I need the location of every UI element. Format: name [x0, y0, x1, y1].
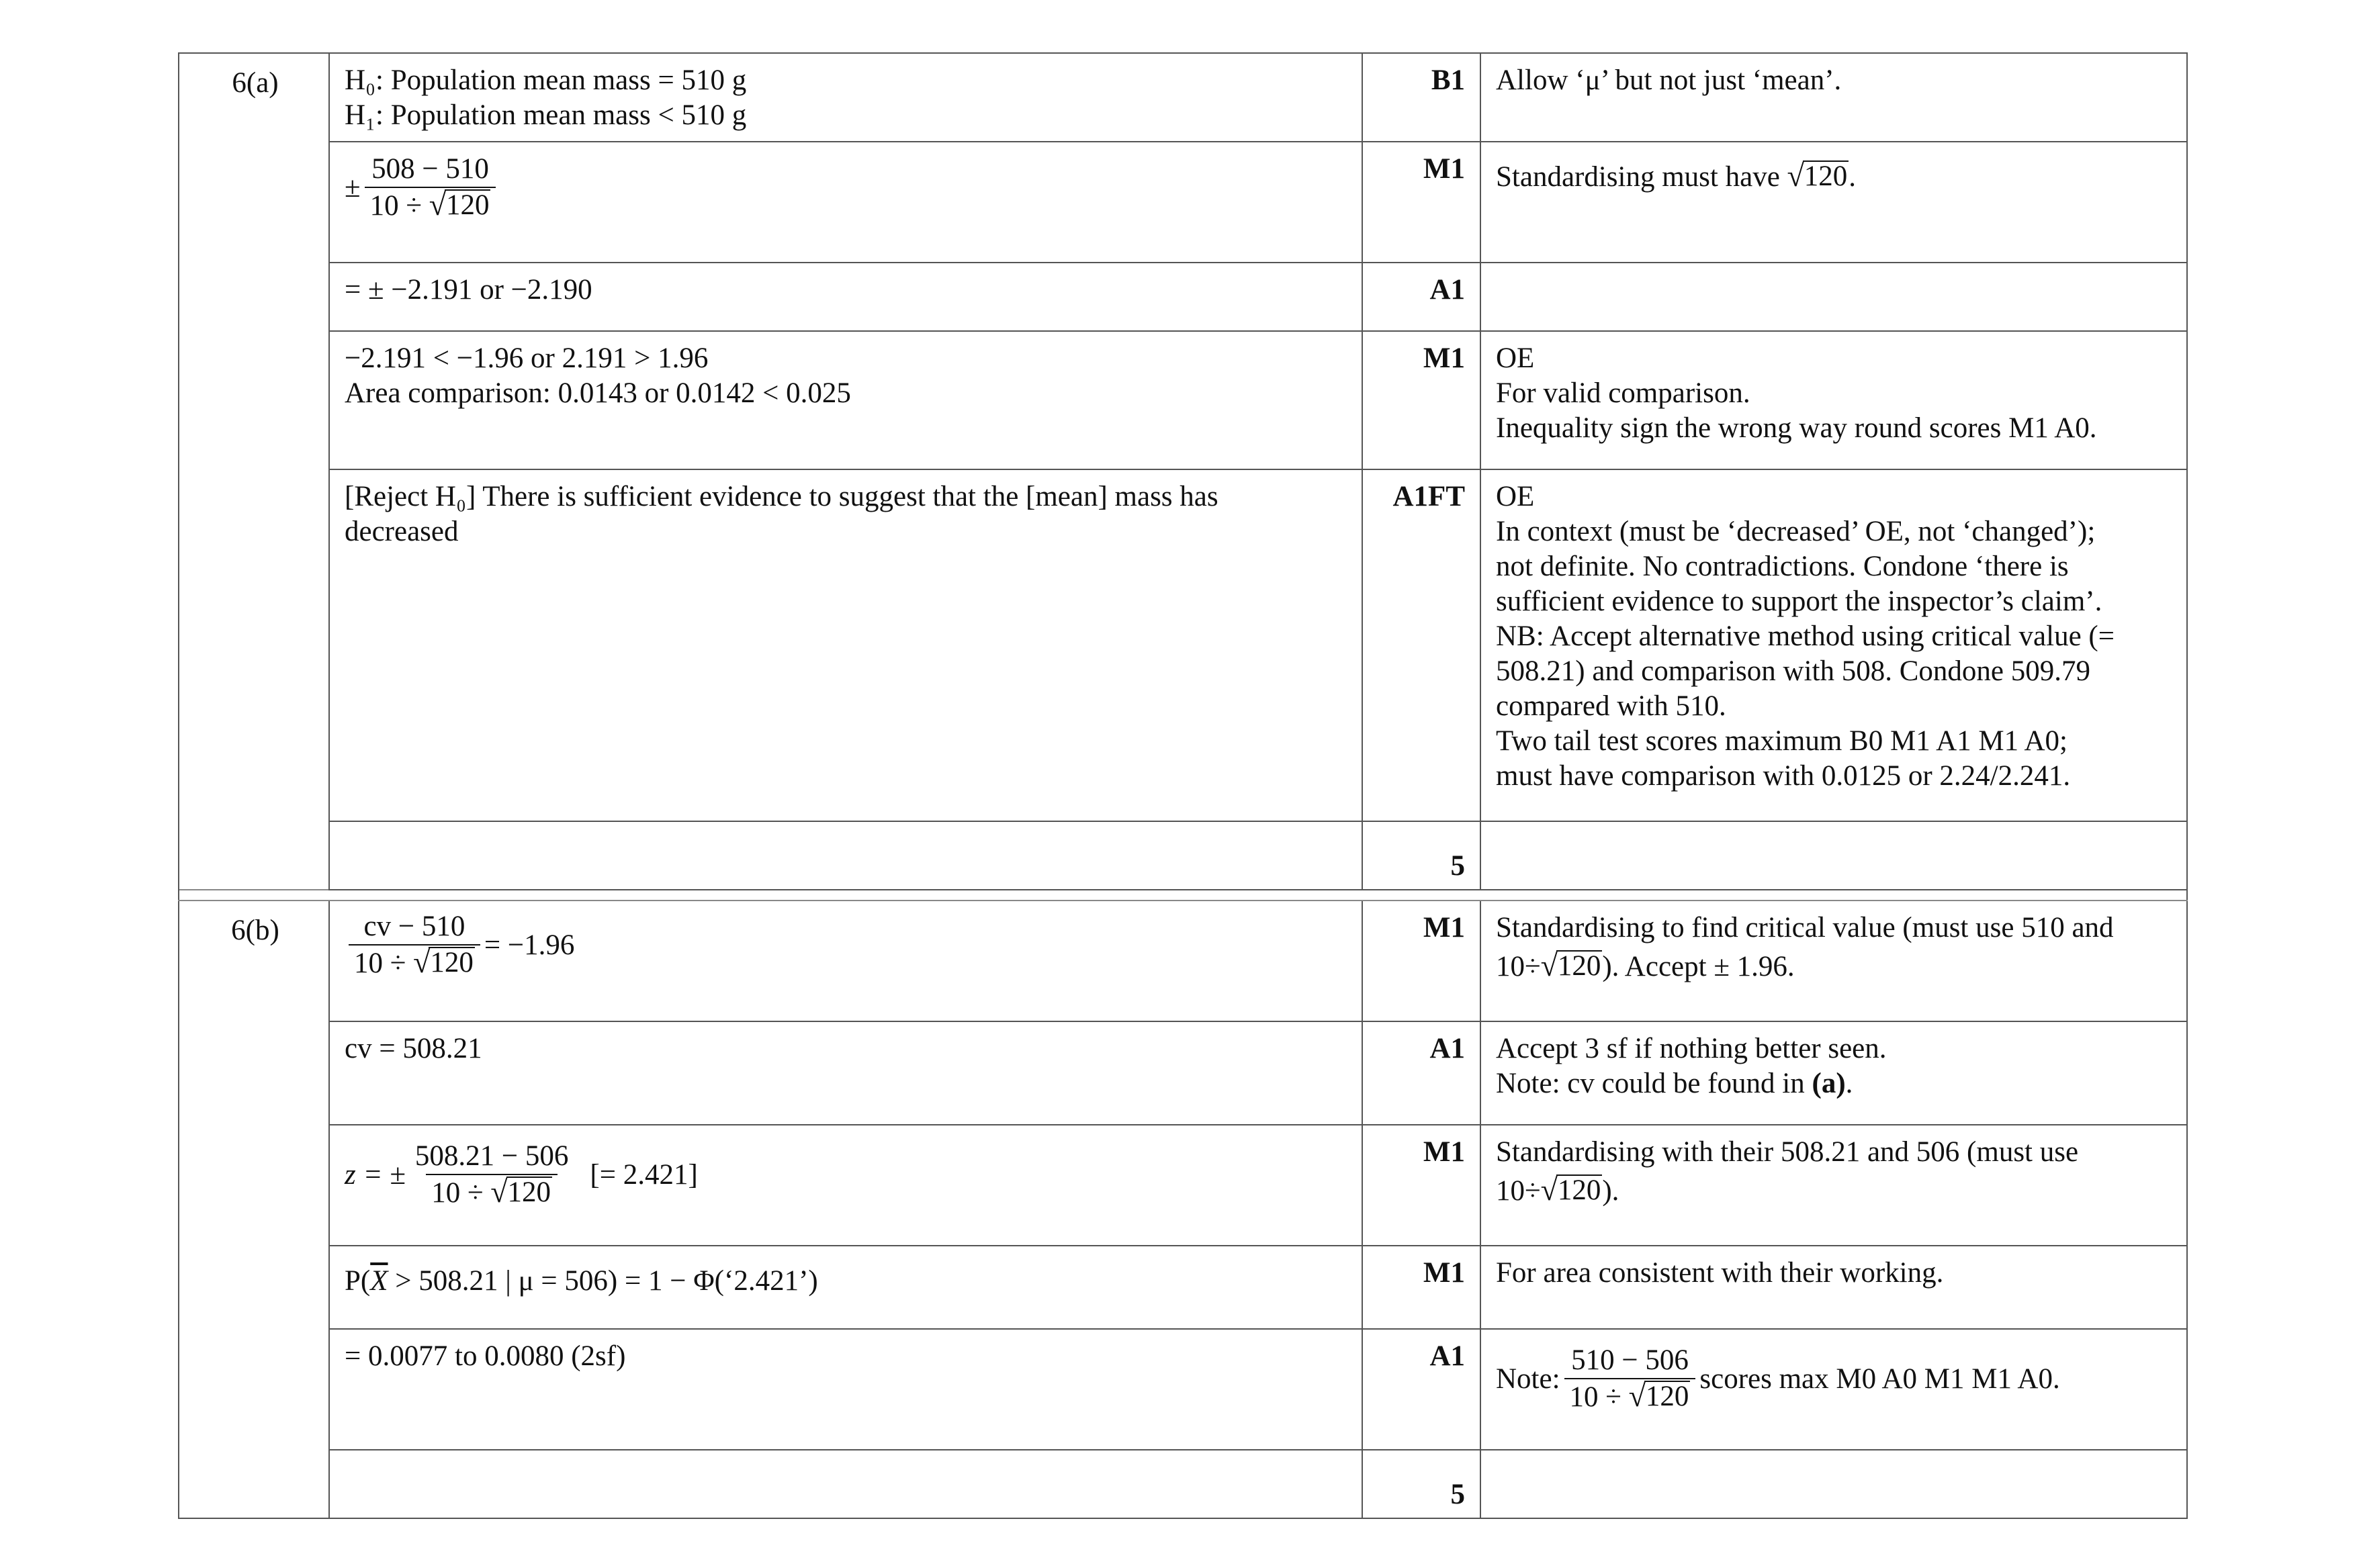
table-row	[179, 901, 2187, 1021]
fraction-denominator	[1564, 1378, 1696, 1414]
z-value: [= 2.421]	[590, 1158, 698, 1191]
answer-line: decreased	[345, 516, 459, 547]
mark-cell: B1	[1362, 53, 1480, 142]
answer-cell	[329, 1021, 1362, 1125]
table-row	[179, 1125, 2187, 1246]
table-row	[179, 1329, 2187, 1450]
guidance-line: OE	[1496, 342, 1535, 374]
table-row	[179, 331, 2187, 469]
guidance-line: Standardising with their 508.21 and 506 (must use	[1496, 1136, 2079, 1168]
denominator-text: 10 ÷	[1569, 1381, 1621, 1413]
answer-cell	[329, 901, 1362, 1021]
fraction	[349, 911, 480, 980]
fraction-denominator	[426, 1174, 558, 1209]
guidance-line: In context (must be ‘decreased’ OE, not ‘changed’);	[1496, 516, 2096, 547]
mark-cell: M1	[1362, 331, 1480, 469]
question-number: 6(b)	[179, 901, 329, 1518]
part-reference: (a)	[1812, 1068, 1846, 1099]
guidance-cell	[1480, 263, 2187, 331]
table-row	[179, 1021, 2187, 1125]
answer-line: = ± −2.191 or −2.190	[345, 274, 592, 306]
guidance-line: compared with 510.	[1496, 690, 1726, 722]
sqrt-icon: √ 120	[413, 945, 474, 979]
table-row	[179, 469, 2187, 821]
answer-line: = 0.0077 to 0.0080 (2sf)	[345, 1340, 626, 1372]
section-divider	[179, 890, 2187, 901]
guidance-cell	[1480, 469, 2187, 821]
answer-cell	[329, 1246, 1362, 1329]
guidance-cell	[1480, 1450, 2187, 1518]
answer-cell	[329, 263, 1362, 331]
fraction-numerator: cv − 510	[363, 911, 465, 942]
plus-minus-sign: ±	[345, 171, 361, 203]
mark-cell: M1	[1362, 1125, 1480, 1246]
radicand: 120	[1645, 1381, 1689, 1412]
guidance-text: Note: cv could be found in	[1496, 1068, 1805, 1099]
fraction	[410, 1140, 574, 1209]
question-number: 6(a)	[179, 53, 329, 890]
guidance-line: Two tail test scores maximum B0 M1 A1 M1 A0;	[1496, 725, 2067, 757]
answer-cell	[329, 1329, 1362, 1450]
guidance-line: OE	[1496, 481, 1535, 512]
fraction-denominator	[349, 944, 480, 980]
denominator-text: 10 ÷	[354, 948, 406, 979]
guidance-cell	[1480, 1021, 2187, 1125]
mark-scheme-table	[178, 52, 2188, 1519]
guidance-text: ).	[1602, 1175, 1619, 1207]
guidance-cell	[1480, 901, 2187, 1021]
radicand: 120	[1557, 950, 1601, 982]
answer-line: cv = 508.21	[345, 1033, 482, 1064]
guidance-line: 508.21) and comparison with 508. Condone 509.79	[1496, 655, 2090, 687]
guidance-line: must have comparison with 0.0125 or 2.24/2.241.	[1496, 760, 2071, 792]
answer-line: −2.191 < −1.96 or 2.191 > 1.96	[345, 342, 709, 374]
answer-cell	[329, 53, 1362, 142]
radicand: 120	[445, 189, 490, 221]
guidance-text: 10÷	[1496, 1175, 1541, 1207]
guidance-cell	[1480, 53, 2187, 142]
guidance-line: Allow ‘μ’ but not just ‘mean’.	[1496, 64, 1842, 96]
answer-line	[345, 1264, 1349, 1299]
fraction-numerator: 510 − 506	[1571, 1344, 1689, 1376]
sqrt-icon: √ 120	[1540, 1172, 1601, 1207]
mark-cell: A1	[1362, 1329, 1480, 1450]
guidance-line: Inequality sign the wrong way round scores M1 A0.	[1496, 412, 2097, 444]
fraction-denominator	[365, 187, 496, 222]
table-row	[179, 263, 2187, 331]
guidance-line: For valid comparison.	[1496, 377, 1750, 409]
guidance-text: 10÷	[1496, 951, 1541, 982]
total-row	[179, 821, 2187, 890]
answer-line: Area comparison: 0.0143 or 0.0142 < 0.025	[345, 377, 851, 409]
sqrt-icon: √ 120	[490, 1174, 551, 1209]
radicand: 120	[1557, 1174, 1601, 1206]
equation-rhs: = −1.96	[484, 929, 575, 961]
answer-line: H₁: Population mean mass < 510 g	[345, 99, 747, 131]
denominator-text: 10 ÷	[431, 1177, 484, 1209]
guidance-line	[1496, 1174, 2174, 1209]
fraction	[1564, 1344, 1696, 1414]
guidance-text: .	[1849, 161, 1857, 193]
guidance-line: Accept 3 sf if nothing better seen.	[1496, 1033, 1887, 1064]
denominator-text: 10 ÷	[369, 190, 422, 222]
mark-cell: A1	[1362, 263, 1480, 331]
mark-cell: A1	[1362, 1021, 1480, 1125]
sample-mean-symbol: $\overline{X}$	[370, 1265, 388, 1297]
guidance-text: Note:	[1496, 1363, 1560, 1395]
guidance-cell	[1480, 1329, 2187, 1450]
guidance-cell	[1480, 1125, 2187, 1246]
radicand: 120	[507, 1177, 551, 1208]
guidance-line	[1496, 950, 2174, 984]
answer-line: [Reject H₀] There is sufficient evidence to suggest that the [mean] mass has	[345, 481, 1218, 512]
answer-cell	[329, 469, 1362, 821]
answer-cell	[329, 142, 1362, 263]
guidance-line: For area consistent with their working.	[1496, 1257, 1944, 1289]
fraction-numerator: 508 − 510	[371, 153, 489, 185]
mark-cell: M1	[1362, 901, 1480, 1021]
sqrt-icon: √ 120	[1540, 948, 1601, 982]
total-marks: 5	[1362, 1450, 1480, 1518]
answer-text: P(	[345, 1265, 371, 1297]
guidance-line: NB: Accept alternative method using critical value (=	[1496, 620, 2115, 652]
sqrt-icon: √ 120	[1787, 158, 1848, 193]
table-row	[179, 142, 2187, 263]
table-row	[179, 1246, 2187, 1329]
answer-line: H₀: Population mean mass = 510 g	[345, 64, 747, 96]
guidance-text: .	[1845, 1068, 1853, 1099]
guidance-line	[1496, 160, 2174, 195]
guidance-text: ). Accept ± 1.96.	[1602, 951, 1795, 982]
mark-cell: M1	[1362, 142, 1480, 263]
guidance-cell	[1480, 331, 2187, 469]
answer-cell	[329, 1450, 1362, 1518]
fraction	[365, 153, 496, 222]
mark-cell: M1	[1362, 1246, 1480, 1329]
answer-cell	[329, 331, 1362, 469]
answer-cell	[329, 821, 1362, 890]
guidance-line	[1496, 1066, 2174, 1101]
radicand: 120	[430, 947, 474, 978]
guidance-cell	[1480, 821, 2187, 890]
guidance-text: Standardising must have	[1496, 161, 1780, 193]
answer-text: > 508.21 | μ = 506) = 1 − Φ(‘2.421’)	[388, 1265, 818, 1297]
radicand: 120	[1804, 160, 1848, 192]
sqrt-icon: √ 120	[1628, 1379, 1689, 1413]
z-label: z = ±	[345, 1158, 406, 1191]
guidance-cell	[1480, 142, 2187, 263]
mark-cell: A1FT	[1362, 469, 1480, 821]
guidance-line: not definite. No contradictions. Condone ‘there is	[1496, 551, 2069, 582]
guidance-text: scores max M0 A0 M1 M1 A0.	[1699, 1363, 2060, 1395]
table-row	[179, 53, 2187, 142]
guidance-line: sufficient evidence to support the inspector’s claim’.	[1496, 586, 2102, 617]
guidance-line: Standardising to find critical value (must use 510 and	[1496, 912, 2114, 943]
answer-cell	[329, 1125, 1362, 1246]
sqrt-icon: √ 120	[429, 187, 490, 222]
guidance-cell	[1480, 1246, 2187, 1329]
divider-cell	[179, 890, 2187, 901]
total-marks: 5	[1362, 821, 1480, 890]
fraction-numerator: 508.21 − 506	[414, 1140, 569, 1172]
total-row	[179, 1450, 2187, 1518]
